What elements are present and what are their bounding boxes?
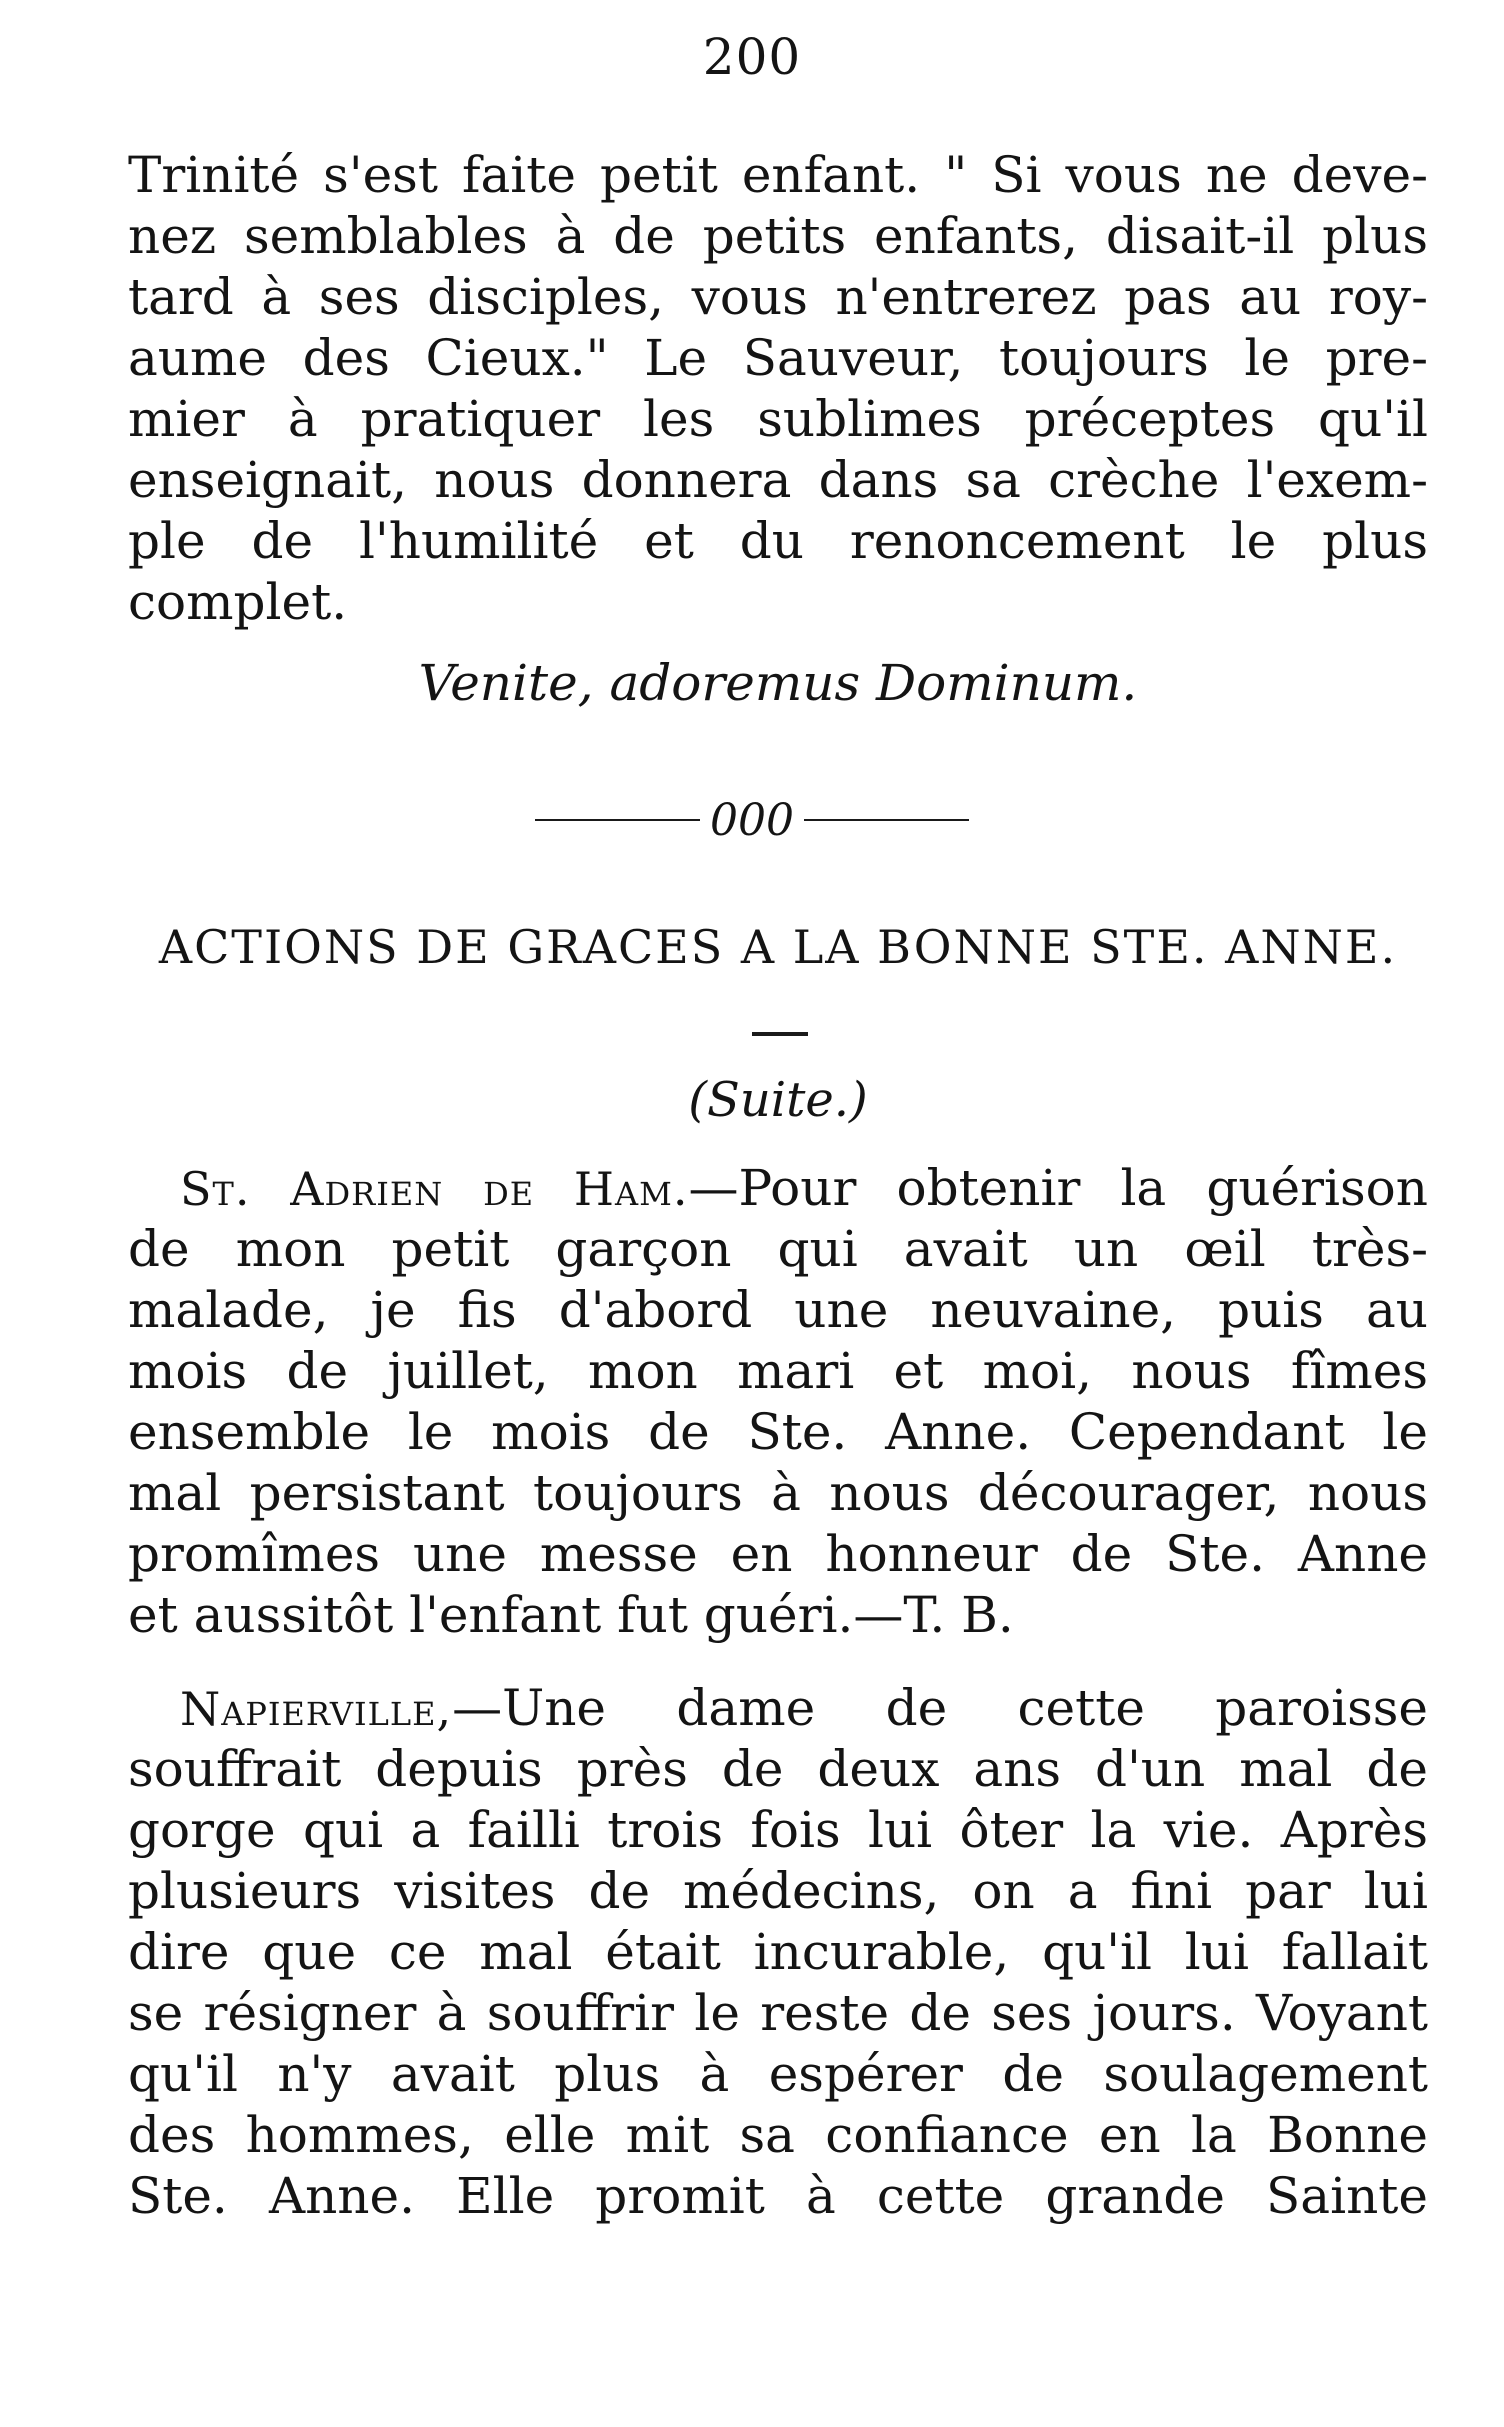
page-number: 200	[702, 28, 802, 86]
section-subtitle: (Suite.)	[688, 1072, 868, 1128]
section-separator	[0, 790, 1504, 850]
text-line: Ste. Anne. Elle promit à cette grande Sainte	[128, 2167, 1428, 2225]
text-line: et aussitôt l'enfant fut guéri.—T. B.	[128, 1586, 1014, 1644]
text-line: malade, je fis d'abord une neuvaine, puis au	[128, 1281, 1428, 1339]
text-line: plusieurs visites de médecins, on a fini par lui	[128, 1862, 1428, 1920]
text-line-rest: —Pour obtenir la guérison	[688, 1159, 1428, 1217]
text-line: mal persistant toujours à nous décourager, nous	[128, 1464, 1428, 1522]
text-line: se résigner à souffrir le reste de ses jours. Voyant	[128, 1984, 1428, 2042]
section-title: ACTIONS DE GRACES A LA BONNE STE. ANNE.	[158, 920, 1398, 974]
text-line: ple de l'humilité et du renoncement le plus	[128, 512, 1428, 570]
text-line: Trinité s'est faite petit enfant. " Si vous ne deve-	[128, 146, 1428, 204]
text-line: ensemble le mois de Ste. Anne. Cependant le	[128, 1403, 1428, 1461]
place-name: St. Adrien de Ham.	[180, 1162, 689, 1216]
place-name: Napierville,	[180, 1682, 453, 1736]
text-line: gorge qui a failli trois fois lui ôter la vie. Après	[128, 1801, 1428, 1859]
text-line: promîmes une messe en honneur de Ste. Anne	[128, 1525, 1428, 1583]
latin-motto: Venite, adoremus Dominum.	[418, 654, 1138, 712]
text-line: de mon petit garçon qui avait un œil très-	[128, 1220, 1428, 1278]
text-line: des hommes, elle mit sa confiance en la Bonne	[128, 2106, 1428, 2164]
text-line: qu'il n'y avait plus à espérer de soulagement	[128, 2045, 1428, 2103]
text-line: nez semblables à de petits enfants, disait-il plus	[128, 207, 1428, 265]
text-line: enseignait, nous donnera dans sa crèche l'exem-	[128, 451, 1428, 509]
text-line: dire que ce mal était incurable, qu'il lui fallait	[128, 1923, 1428, 1981]
separator-rule-left	[535, 819, 700, 821]
paragraph-st-adrien-de-ham	[128, 1158, 1428, 1646]
paragraph-napierville	[128, 1678, 1428, 2227]
paragraph-christmas-meditation	[128, 145, 1428, 633]
text-line: souffrait depuis près de deux ans d'un mal de	[128, 1740, 1428, 1798]
text-line-rest: —Une dame de cette paroisse	[452, 1679, 1428, 1737]
text-line: aume des Cieux." Le Sauveur, toujours le pre-	[128, 329, 1428, 387]
text-line: tard à ses disciples, vous n'entrerez pas au roy-	[128, 268, 1428, 326]
text-line: mois de juillet, mon mari et moi, nous fîmes	[128, 1342, 1428, 1400]
text-line: mier à pratiquer les sublimes préceptes qu'il	[128, 390, 1428, 448]
text-line-first	[128, 1158, 1428, 1219]
separator-rule-right	[804, 819, 969, 821]
title-underline-rule	[752, 1032, 808, 1036]
text-line-first	[128, 1678, 1428, 1739]
text-line: complet.	[128, 573, 348, 631]
separator-ornament: 000	[710, 794, 794, 846]
